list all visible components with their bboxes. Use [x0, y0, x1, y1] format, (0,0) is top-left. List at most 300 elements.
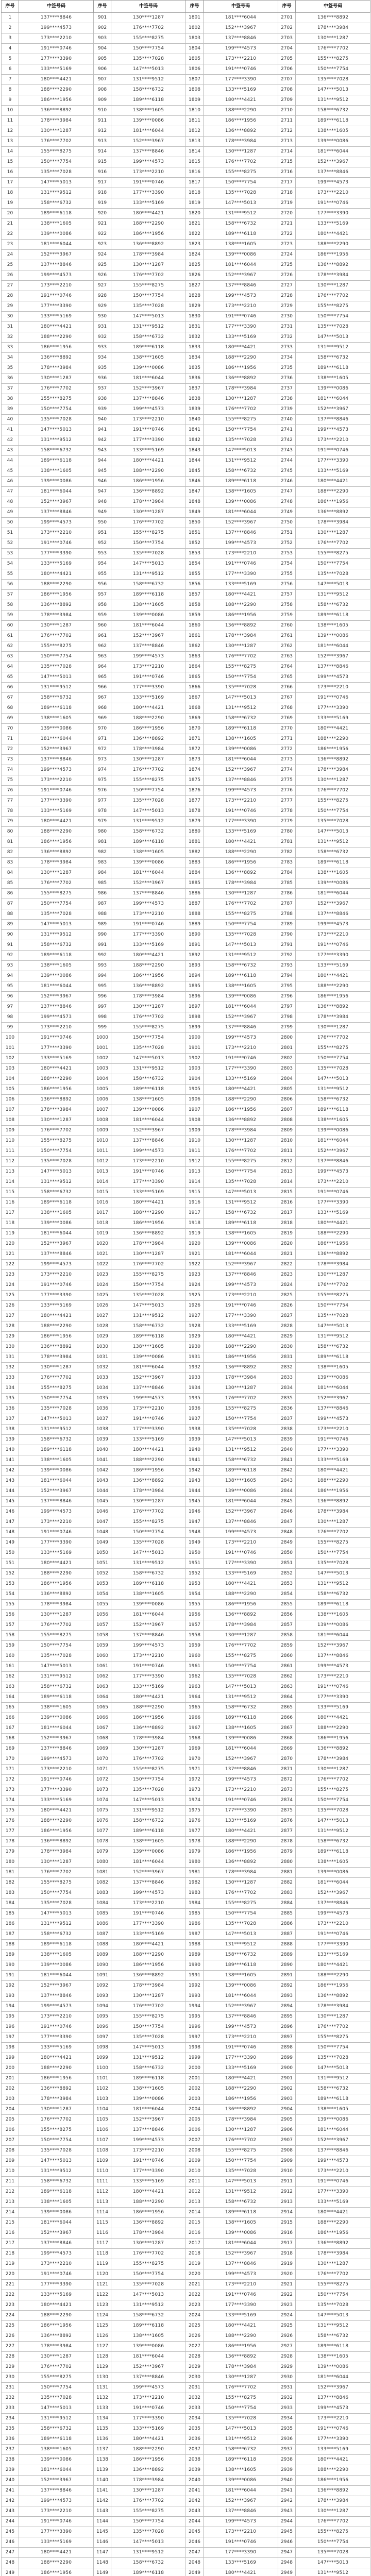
winning-number-cell: 135****7028	[204, 1672, 278, 1682]
row-index-cell: 1879	[186, 817, 204, 827]
winning-number-cell: 131****9512	[296, 2568, 370, 2576]
table-row	[2, 2177, 370, 2187]
winning-number-cell: 178****3984	[204, 2362, 278, 2372]
winning-number-cell: 137****8846	[204, 2506, 278, 2517]
row-index-cell: 1049	[94, 1538, 111, 1548]
row-index-cell: 107	[2, 1105, 19, 1115]
row-index-cell: 1817	[186, 178, 204, 188]
row-index-cell: 919	[94, 198, 111, 209]
table-row	[2, 106, 370, 116]
winning-number-cell: 139****0086	[296, 878, 370, 889]
row-index-cell: 972	[94, 744, 111, 755]
row-index-cell: 971	[94, 734, 111, 744]
table-header	[2, 1, 370, 13]
row-index-cell: 1104	[94, 2105, 111, 2115]
winning-number-cell: 155****8275	[111, 2506, 186, 2517]
table-row	[2, 2022, 370, 2032]
table-row	[2, 1404, 370, 1414]
row-index-cell: 1109	[94, 2156, 111, 2166]
row-index-cell: 927	[94, 281, 111, 291]
row-index-cell: 2754	[278, 559, 296, 569]
row-index-cell: 77	[2, 796, 19, 806]
winning-number-cell: 137****8846	[204, 528, 278, 538]
row-index-cell: 12	[2, 126, 19, 137]
winning-number-cell: 131****9512	[296, 1826, 370, 1837]
row-index-cell: 211	[2, 2177, 19, 2187]
winning-number-cell: 180****4421	[204, 95, 278, 106]
winning-number-cell: 176****7702	[296, 1528, 370, 1538]
row-index-cell: 2805	[278, 1084, 296, 1095]
winning-number-cell: 131****9512	[296, 1579, 370, 1589]
row-index-cell: 911	[94, 116, 111, 126]
header-number-3: 中签号码	[204, 1, 278, 13]
winning-number-cell: 133****5169	[111, 446, 186, 456]
row-index-cell: 2927	[278, 2342, 296, 2352]
row-index-cell: 1802	[186, 23, 204, 33]
table-row	[2, 1445, 370, 1455]
row-index-cell: 1007	[94, 1105, 111, 1115]
row-index-cell: 1801	[186, 13, 204, 23]
table-row	[2, 1497, 370, 1507]
winning-number-cell: 158****6732	[111, 85, 186, 95]
row-index-cell: 1808	[186, 85, 204, 95]
winning-number-cell: 158****6732	[19, 1682, 94, 1692]
table-row	[2, 219, 370, 229]
row-index-cell: 1145	[94, 2527, 111, 2537]
row-index-cell: 23	[2, 240, 19, 250]
row-index-cell: 53	[2, 549, 19, 559]
row-index-cell: 206	[2, 2125, 19, 2136]
row-index-cell: 17	[2, 178, 19, 188]
winning-number-cell: 199****4573	[19, 2002, 94, 2012]
table-row	[2, 2403, 370, 2414]
row-index-cell: 101	[2, 1043, 19, 1054]
winning-number-cell: 158****6732	[204, 1950, 278, 1960]
winning-number-cell: 173****2210	[111, 167, 186, 178]
row-index-cell: 2925	[278, 2321, 296, 2331]
winning-number-cell: 147****5013	[111, 1548, 186, 1558]
header-index-2: 序号	[94, 1, 111, 13]
row-index-cell: 1093	[94, 1991, 111, 2002]
row-index-cell: 990	[94, 930, 111, 940]
winning-number-cell: 137****8846	[111, 641, 186, 652]
row-index-cell: 2723	[278, 240, 296, 250]
table-row	[2, 1033, 370, 1043]
row-index-cell: 1982	[186, 1878, 204, 1888]
row-index-cell: 2930	[278, 2372, 296, 2383]
row-index-cell: 2904	[278, 2105, 296, 2115]
winning-number-cell: 136****8892	[296, 260, 370, 270]
row-index-cell: 2722	[278, 229, 296, 240]
winning-number-cell: 199****4573	[111, 652, 186, 662]
row-index-cell: 2940	[278, 2476, 296, 2486]
winning-number-cell: 155****8275	[111, 2012, 186, 2022]
row-index-cell: 2725	[278, 260, 296, 270]
row-index-cell: 1924	[186, 1280, 204, 1291]
winning-number-cell: 189****6118	[204, 477, 278, 487]
row-index-cell: 985	[94, 878, 111, 889]
row-index-cell: 924	[94, 250, 111, 260]
winning-number-cell: 186****1956	[19, 1332, 94, 1342]
winning-number-cell: 158****6732	[296, 2331, 370, 2342]
winning-number-cell: 180****4421	[204, 837, 278, 848]
row-index-cell: 2810	[278, 1136, 296, 1146]
winning-number-cell: 137****8846	[296, 662, 370, 672]
row-index-cell: 1824	[186, 250, 204, 260]
table-row	[2, 755, 370, 765]
row-index-cell: 2905	[278, 2115, 296, 2125]
winning-number-cell: 152****3967	[204, 1260, 278, 1270]
row-index-cell: 1999	[186, 2053, 204, 2063]
table-row	[2, 1352, 370, 1363]
table-row	[2, 641, 370, 652]
row-index-cell: 1851	[186, 528, 204, 538]
row-index-cell: 2903	[278, 2094, 296, 2105]
table-row	[2, 899, 370, 909]
row-index-cell: 1874	[186, 765, 204, 775]
winning-number-cell: 191****0746	[204, 1795, 278, 1806]
winning-number-cell: 177****3390	[204, 2548, 278, 2558]
winning-number-cell: 191****0746	[296, 1682, 370, 1692]
table-row	[2, 2465, 370, 2476]
winning-number-cell: 173****2210	[296, 435, 370, 446]
row-index-cell: 2006	[186, 2125, 204, 2136]
winning-number-cell: 180****4421	[19, 1311, 94, 1321]
row-index-cell: 1137	[94, 2445, 111, 2455]
row-index-cell: 913	[94, 137, 111, 147]
row-index-cell: 1038	[94, 1425, 111, 1435]
row-index-cell: 75	[2, 775, 19, 786]
row-index-cell: 1973	[186, 1785, 204, 1795]
winning-number-cell: 186****1956	[19, 95, 94, 106]
table-row	[2, 312, 370, 322]
row-index-cell: 1132	[94, 2393, 111, 2403]
winning-number-cell: 181****6044	[19, 2218, 94, 2228]
row-index-cell: 2846	[278, 1507, 296, 1517]
row-index-cell: 1992	[186, 1981, 204, 1991]
row-index-cell: 2709	[278, 95, 296, 106]
row-index-cell: 955	[94, 569, 111, 580]
row-index-cell: 2886	[278, 1919, 296, 1929]
winning-number-cell: 158****6732	[296, 353, 370, 363]
winning-number-cell: 152****3967	[111, 1620, 186, 1631]
row-index-cell: 54	[2, 559, 19, 569]
row-index-cell: 1862	[186, 641, 204, 652]
winning-number-cell: 155****8275	[204, 662, 278, 672]
row-index-cell: 1081	[94, 1868, 111, 1878]
row-index-cell: 150	[2, 1548, 19, 1558]
winning-number-cell: 133****5169	[19, 559, 94, 569]
row-index-cell: 248	[2, 2558, 19, 2568]
winning-number-cell: 135****7028	[19, 1157, 94, 1167]
row-index-cell: 978	[94, 806, 111, 817]
row-index-cell: 2878	[278, 1837, 296, 1847]
table-row	[2, 683, 370, 693]
row-index-cell: 1022	[94, 1260, 111, 1270]
winning-number-cell: 158****6732	[19, 1929, 94, 1940]
row-index-cell: 1842	[186, 435, 204, 446]
winning-number-cell: 137****8846	[296, 2393, 370, 2403]
winning-number-cell: 177****3390	[204, 2053, 278, 2063]
row-index-cell: 2793	[278, 961, 296, 971]
row-index-cell: 224	[2, 2311, 19, 2321]
winning-number-cell: 133****5169	[204, 2311, 278, 2321]
row-index-cell: 196	[2, 2022, 19, 2032]
row-index-cell: 2742	[278, 435, 296, 446]
table-row	[2, 2383, 370, 2393]
winning-number-cell: 181****6044	[19, 487, 94, 497]
winning-number-cell: 191****0746	[19, 2269, 94, 2280]
row-index-cell: 38	[2, 394, 19, 404]
winning-number-cell: 191****0746	[204, 2043, 278, 2053]
row-index-cell: 2899	[278, 2053, 296, 2063]
winning-number-cell: 130****1287	[296, 2506, 370, 2517]
winning-number-cell: 152****3967	[204, 1012, 278, 1023]
winning-number-cell: 189****6118	[204, 1960, 278, 1971]
row-index-cell: 1828	[186, 291, 204, 301]
row-index-cell: 2043	[186, 2506, 204, 2517]
row-index-cell: 1949	[186, 1538, 204, 1548]
row-index-cell: 116	[2, 1198, 19, 1208]
table-row	[2, 1146, 370, 1157]
row-index-cell: 1952	[186, 1569, 204, 1579]
winning-number-cell: 147****5013	[296, 2558, 370, 2568]
winning-number-cell: 139****0086	[204, 250, 278, 260]
row-index-cell: 1042	[94, 1466, 111, 1476]
winning-number-cell: 188****2290	[296, 2218, 370, 2228]
winning-number-cell: 137****8846	[296, 1157, 370, 1167]
winning-number-cell: 186****1956	[111, 229, 186, 240]
winning-number-cell: 137****8846	[19, 1002, 94, 1012]
row-index-cell: 926	[94, 270, 111, 281]
winning-number-cell: 147****5013	[204, 198, 278, 209]
winning-number-cell: 133****5169	[204, 85, 278, 95]
winning-number-cell: 135****7028	[19, 1899, 94, 1909]
winning-number-cell: 177****3390	[204, 1311, 278, 1321]
winning-number-cell: 191****0746	[19, 1775, 94, 1785]
winning-number-cell: 189****6118	[19, 951, 94, 961]
winning-number-cell: 178****3984	[296, 1012, 370, 1023]
row-index-cell: 2794	[278, 971, 296, 981]
row-index-cell: 1928	[186, 1321, 204, 1332]
row-index-cell: 1149	[94, 2568, 111, 2576]
winning-number-cell: 188****2290	[111, 714, 186, 724]
winning-number-cell: 152****3967	[296, 1146, 370, 1157]
row-index-cell: 2803	[278, 1064, 296, 1074]
table-row	[2, 1826, 370, 1837]
table-row	[2, 394, 370, 404]
winning-number-cell: 150****7754	[111, 2022, 186, 2032]
winning-number-cell: 152****3967	[19, 2228, 94, 2239]
winning-number-cell: 177****3390	[19, 1785, 94, 1795]
winning-number-cell: 189****6118	[19, 2187, 94, 2197]
winning-number-cell: 133****5169	[296, 714, 370, 724]
winning-number-cell: 180****4421	[111, 951, 186, 961]
winning-number-cell: 186****1956	[111, 724, 186, 734]
winning-number-cell: 137****8846	[296, 1404, 370, 1414]
winning-number-cell: 199****4573	[111, 404, 186, 415]
winning-number-cell: 152****3967	[204, 1754, 278, 1765]
row-index-cell: 2766	[278, 683, 296, 693]
row-index-cell: 1975	[186, 1806, 204, 1816]
winning-number-cell: 147****5013	[296, 1816, 370, 1826]
row-index-cell: 2806	[278, 1095, 296, 1105]
table-row	[2, 848, 370, 858]
row-index-cell: 1823	[186, 240, 204, 250]
row-index-cell: 981	[94, 837, 111, 848]
row-index-cell: 1911	[186, 1146, 204, 1157]
winning-number-cell: 147****5013	[204, 2177, 278, 2187]
table-row	[2, 1218, 370, 1229]
winning-number-cell: 136****8892	[296, 2239, 370, 2249]
row-index-cell: 151	[2, 1558, 19, 1569]
winning-number-cell: 189****6118	[111, 1332, 186, 1342]
table-row	[2, 291, 370, 301]
table-row	[2, 1723, 370, 1734]
table-row	[2, 889, 370, 899]
winning-number-cell: 150****7754	[111, 538, 186, 549]
table-row	[2, 2002, 370, 2012]
table-row	[2, 2311, 370, 2321]
row-index-cell: 94	[2, 971, 19, 981]
winning-number-cell: 152****3967	[296, 1641, 370, 1651]
row-index-cell: 2752	[278, 538, 296, 549]
table-row	[2, 1929, 370, 1940]
winning-number-cell: 199****4573	[19, 1754, 94, 1765]
winning-number-cell: 147****5013	[204, 1188, 278, 1198]
winning-number-cell: 133****5169	[111, 940, 186, 951]
row-index-cell: 2918	[278, 2249, 296, 2259]
row-index-cell: 157	[2, 1620, 19, 1631]
table-row	[2, 1795, 370, 1806]
row-index-cell: 2921	[278, 2280, 296, 2290]
winning-number-cell: 155****8275	[296, 1291, 370, 1301]
winning-number-cell: 177****3390	[111, 930, 186, 940]
row-index-cell: 2786	[278, 889, 296, 899]
winning-number-cell: 188****2290	[111, 1703, 186, 1713]
winning-number-cell: 181****6044	[204, 1249, 278, 1260]
row-index-cell: 973	[94, 755, 111, 765]
row-index-cell: 901	[94, 13, 111, 23]
row-index-cell: 1960	[186, 1651, 204, 1662]
row-index-cell: 931	[94, 322, 111, 332]
winning-number-cell: 135****7028	[111, 54, 186, 64]
row-index-cell: 1944	[186, 1486, 204, 1497]
table-row	[2, 992, 370, 1002]
row-index-cell: 2799	[278, 1023, 296, 1033]
winning-number-cell: 138****1605	[204, 2218, 278, 2228]
winning-number-cell: 152****3967	[204, 23, 278, 33]
table-row	[2, 1569, 370, 1579]
table-row	[2, 85, 370, 95]
row-index-cell: 2718	[278, 188, 296, 198]
row-index-cell: 2802	[278, 1054, 296, 1064]
winning-number-cell: 158****6732	[19, 198, 94, 209]
row-index-cell: 2889	[278, 1950, 296, 1960]
winning-number-cell: 137****8846	[204, 775, 278, 786]
row-index-cell: 967	[94, 693, 111, 703]
winning-number-cell: 136****8892	[111, 2218, 186, 2228]
winning-number-cell: 181****6044	[111, 374, 186, 384]
row-index-cell: 1	[2, 13, 19, 23]
winning-number-cell: 186****1956	[111, 1960, 186, 1971]
row-index-cell: 164	[2, 1692, 19, 1703]
table-row	[2, 1198, 370, 1208]
row-index-cell: 1885	[186, 878, 204, 889]
row-index-cell: 994	[94, 971, 111, 981]
table-row	[2, 1332, 370, 1342]
winning-number-cell: 133****5169	[204, 332, 278, 343]
row-index-cell: 198	[2, 2043, 19, 2053]
table-row	[2, 23, 370, 33]
winning-number-cell: 158****6732	[204, 1208, 278, 1218]
winning-number-cell: 147****5013	[111, 1054, 186, 1064]
winning-number-cell: 155****8275	[111, 33, 186, 44]
winning-number-cell: 177****3390	[204, 569, 278, 580]
row-index-cell: 991	[94, 940, 111, 951]
winning-number-cell: 158****6732	[204, 466, 278, 477]
row-index-cell: 920	[94, 209, 111, 219]
row-index-cell: 1864	[186, 662, 204, 672]
row-index-cell: 179	[2, 1847, 19, 1857]
winning-number-cell: 188****2290	[111, 961, 186, 971]
row-index-cell: 1032	[94, 1363, 111, 1373]
row-index-cell: 111	[2, 1146, 19, 1157]
row-index-cell: 126	[2, 1301, 19, 1311]
row-index-cell: 1909	[186, 1126, 204, 1136]
winning-number-cell: 155****8275	[19, 2372, 94, 2383]
winning-number-cell: 139****0086	[19, 1960, 94, 1971]
row-index-cell: 2731	[278, 322, 296, 332]
winning-number-cell: 188****2290	[296, 1229, 370, 1239]
winning-number-cell: 188****2290	[111, 1208, 186, 1218]
row-index-cell: 1877	[186, 796, 204, 806]
row-index-cell: 16	[2, 167, 19, 178]
table-row	[2, 2321, 370, 2331]
row-index-cell: 1860	[186, 621, 204, 631]
row-index-cell: 984	[94, 868, 111, 878]
winning-number-cell: 158****6732	[204, 961, 278, 971]
winning-number-cell: 177****3390	[296, 1692, 370, 1703]
row-index-cell: 2774	[278, 765, 296, 775]
row-index-cell: 1017	[94, 1208, 111, 1218]
winning-number-cell: 130****1287	[111, 260, 186, 270]
row-index-cell: 961	[94, 631, 111, 641]
winning-number-cell: 147****5013	[19, 672, 94, 683]
winning-number-cell: 137****8846	[204, 2012, 278, 2022]
row-index-cell: 2938	[278, 2455, 296, 2465]
winning-number-cell: 188****2290	[19, 1569, 94, 1579]
row-index-cell: 989	[94, 920, 111, 930]
row-index-cell: 1873	[186, 755, 204, 765]
winning-number-cell: 150****7754	[111, 2517, 186, 2527]
winning-number-cell: 189****6118	[204, 2208, 278, 2218]
row-index-cell: 2939	[278, 2465, 296, 2476]
table-row	[2, 2084, 370, 2094]
row-index-cell: 1146	[94, 2537, 111, 2548]
table-row	[2, 2043, 370, 2053]
winning-number-cell: 131****9512	[204, 2434, 278, 2445]
row-index-cell: 1103	[94, 2094, 111, 2105]
winning-number-cell: 131****9512	[111, 322, 186, 332]
winning-number-cell: 152****3967	[19, 1239, 94, 1249]
winning-number-cell: 131****9512	[204, 1940, 278, 1950]
row-index-cell: 118	[2, 1218, 19, 1229]
winning-number-cell: 147****5013	[111, 2290, 186, 2300]
winning-number-cell: 178****3984	[296, 1260, 370, 1270]
row-index-cell: 44	[2, 456, 19, 466]
row-index-cell: 1918	[186, 1218, 204, 1229]
